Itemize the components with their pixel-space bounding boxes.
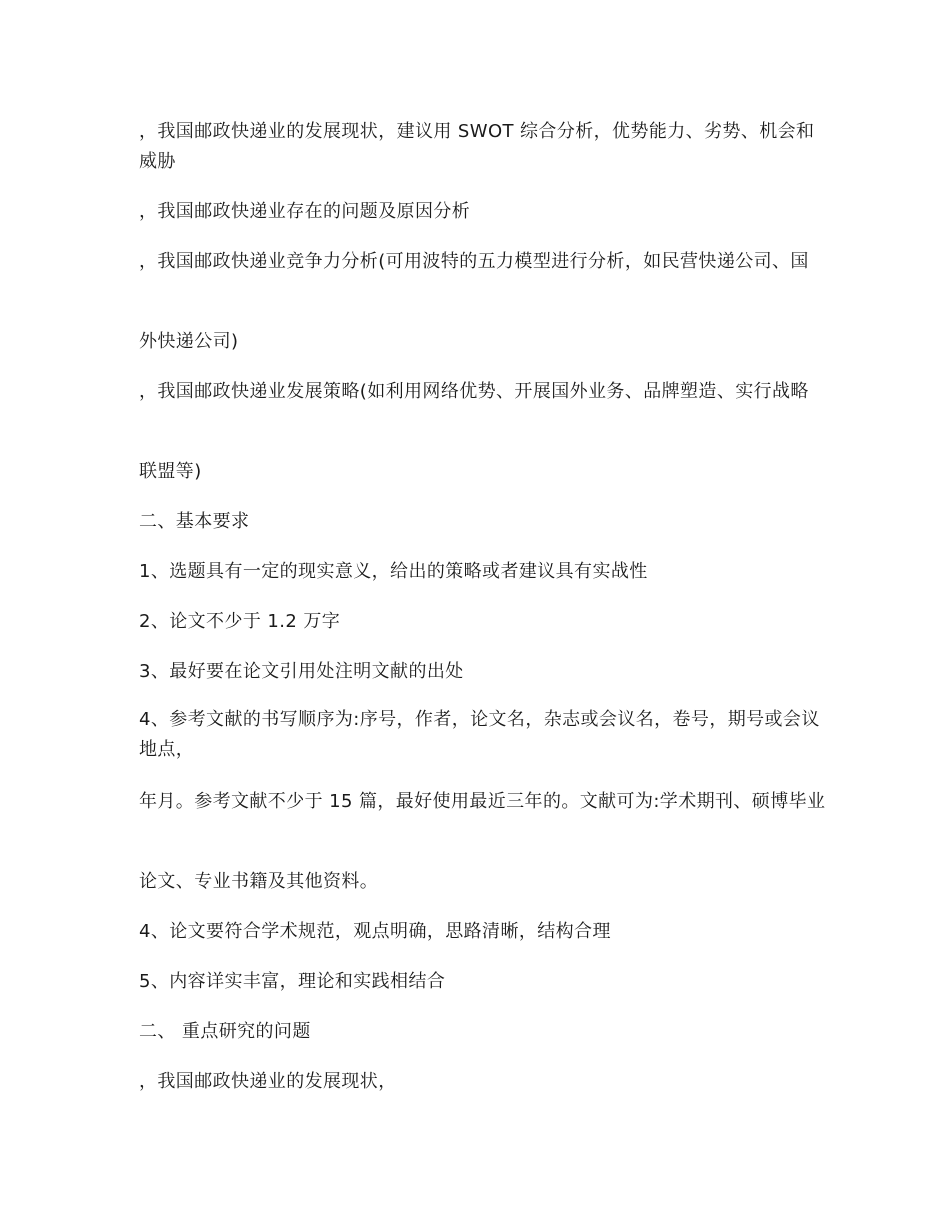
paragraph-key-issue-1: ，我国邮政快递业的发展现状， xyxy=(139,1071,397,1092)
paragraph-strategy-cont: 联盟等) xyxy=(139,461,202,482)
section-heading-basic-requirements: 二、基本要求 xyxy=(139,511,250,532)
requirement-item-4b: 4、论文要符合学术规范，观点明确，思路清晰，结构合理 xyxy=(139,921,611,942)
requirement-item-2: 2、论文不少于 1.2 万字 xyxy=(139,611,341,632)
paragraph-development-status-swot: ，我国邮政快递业的发展现状，建议用 SWOT 综合分析，优势能力、劣势、机会和威胁 xyxy=(139,121,815,172)
paragraph-problems-causes: ，我国邮政快递业存在的问题及原因分析 xyxy=(139,201,471,222)
paragraph-competitiveness: ，我国邮政快递业竞争力分析(可用波特的五力模型进行分析，如民营快递公司、国 xyxy=(139,251,809,272)
section-heading-key-issues: 二、 重点研究的问题 xyxy=(139,1021,311,1042)
requirement-item-3: 3、最好要在论文引用处注明文献的出处 xyxy=(139,661,464,682)
paragraph-competitiveness-cont: 外快递公司) xyxy=(139,331,239,352)
requirement-item-5: 5、内容详实丰富，理论和实践相结合 xyxy=(139,971,446,992)
requirement-item-4: 4、参考文献的书写顺序为:序号，作者，论文名，杂志或会议名，卷号，期号或会议地点， xyxy=(139,709,820,760)
requirement-item-1: 1、选题具有一定的现实意义，给出的策略或者建议具有实战性 xyxy=(139,561,648,582)
paragraph-strategy: ，我国邮政快递业发展策略(如利用网络优势、开展国外业务、品牌塑造、实行战略 xyxy=(139,381,809,402)
requirement-item-4-cont: 年月。参考文献不少于 15 篇，最好使用最近三年的。文献可为:学术期刊、硕博毕业 xyxy=(139,791,826,812)
requirement-item-4-cont-2: 论文、专业书籍及其他资料。 xyxy=(139,871,379,892)
